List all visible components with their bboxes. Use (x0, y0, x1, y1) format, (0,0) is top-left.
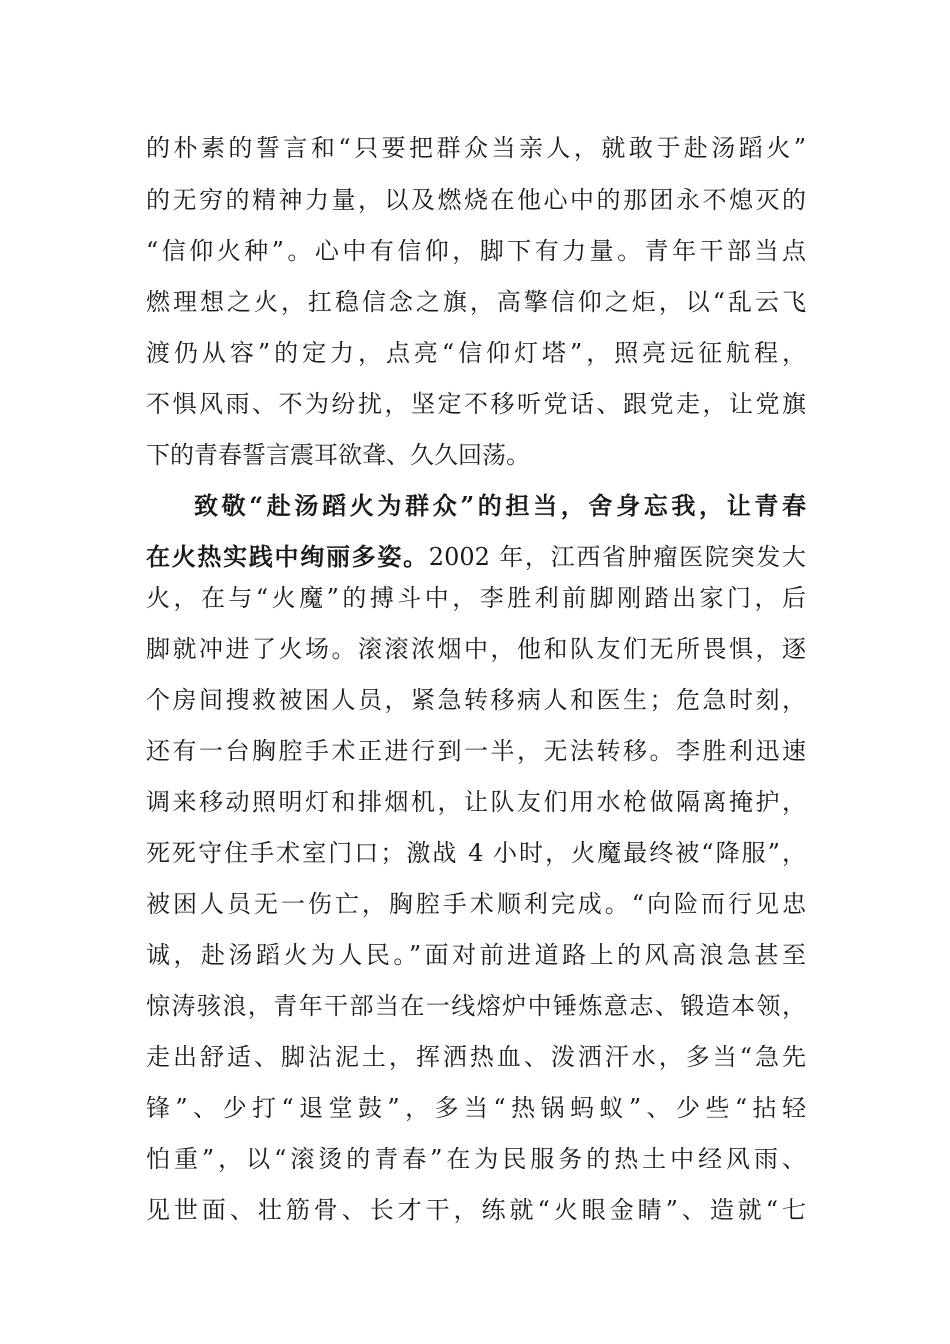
text-line: 的朴素的誓言和“只要把群众当亲人，就敢于赴汤蹈火” (146, 134, 806, 162)
text-line: 死死守住手术室门口；激战 4 小时，火魔最终被“降服”， (146, 839, 806, 867)
text-line: 燃理想之火，扛稳信念之旗，高擎信仰之炬，以“乱云飞 (146, 288, 806, 316)
text-line: 诚，赴汤蹈火为人民。”面对前进道路上的风高浪急甚至 (146, 941, 806, 969)
text-line: 的无穷的精神力量，以及燃烧在他心中的那团永不熄灭的 (146, 186, 806, 214)
heading-fragment: 在火热实践中绚丽多姿。 (146, 542, 429, 571)
text-fragment: 2002 年，江西省肿瘤医院突发大 (428, 543, 806, 571)
text-line: 下的青春誓言震耳欲聋、久久回荡。 (146, 441, 530, 469)
text-line: 锋”、少打“退堂鼓”，多当“热锅蚂蚁”、少些“拈轻 (146, 1094, 806, 1122)
text-line: 走出舒适、脚沾泥土，挥洒热血、泼洒汗水，多当“急先 (146, 1043, 806, 1071)
text-line: 怕重”，以“滚烫的青春”在为民服务的热土中经风雨、 (146, 1145, 806, 1173)
text-line: 不惧风雨、不为纷扰，坚定不移听党话、跟党走，让党旗 (146, 390, 806, 418)
text-line: 脚就冲进了火场。滚滚浓烟中，他和队友们无所畏惧，逐 (146, 635, 806, 663)
text-line: 还有一台胸腔手术正进行到一半，无法转移。李胜利迅速 (146, 737, 806, 765)
heading-line: 致敬“赴汤蹈火为群众”的担当，舍身忘我，让青春 (194, 491, 806, 520)
text-line: 见世面、壮筋骨、长才干，练就“火眼金睛”、造就“七 (146, 1196, 806, 1224)
text-line: “信仰火种”。心中有信仰，脚下有力量。青年干部当点 (146, 237, 806, 265)
text-line: 惊涛骇浪，青年干部当在一线熔炉中锤炼意志、锻造本领， (146, 992, 806, 1020)
text-line (146, 537, 806, 577)
text-line: 渡仍从容”的定力，点亮“信仰灯塔”，照亮远征航程， (146, 339, 806, 367)
text-line: 火，在与“火魔”的搏斗中，李胜利前脚刚踏出家门，后 (146, 584, 806, 612)
text-line: 被困人员无一伤亡，胸腔手术顺利完成。“向险而行见忠 (146, 890, 806, 918)
text-line: 个房间搜救被困人员，紧急转移病人和医生；危急时刻， (146, 686, 806, 714)
text-line: 调来移动照明灯和排烟机，让队友们用水枪做隔离掩护， (146, 788, 806, 816)
